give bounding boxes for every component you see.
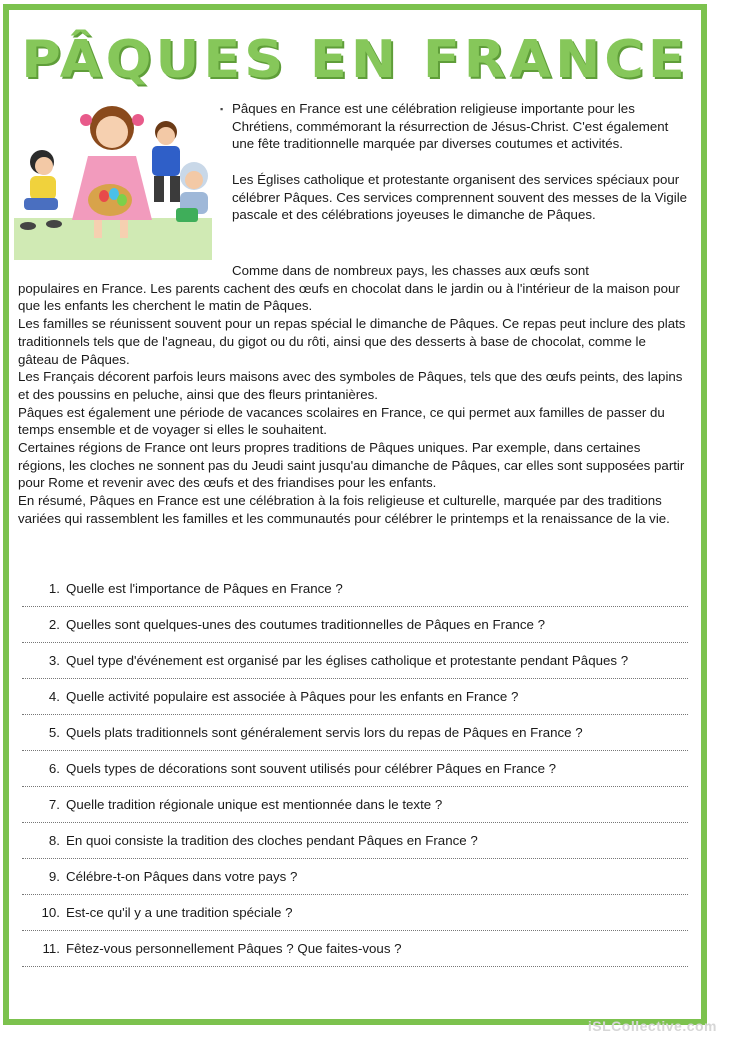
question-text: Célébre-t-on Pâques dans votre pays ? xyxy=(66,869,298,884)
question-item[interactable] xyxy=(22,832,688,859)
question-item[interactable] xyxy=(22,688,688,715)
question-number: 5. xyxy=(48,725,60,740)
question-item[interactable] xyxy=(22,796,688,823)
question-text: En quoi consiste la tradition des cloches pendant Pâques en France ? xyxy=(66,833,478,848)
question-number: 4. xyxy=(48,689,60,704)
body-paragraph-8: En résumé, Pâques en France est une célébration à la fois religieuse et culturelle, marquée par des traditions variées qui rassemblent les familles et les communautés pour célébrer le printemps et la renaissance de la vie. xyxy=(18,493,670,526)
question-item[interactable] xyxy=(22,904,688,931)
question-number: 11. xyxy=(42,941,60,956)
bullet-marker: ▪ xyxy=(220,104,224,114)
question-number: 9. xyxy=(48,869,60,884)
question-item[interactable] xyxy=(22,868,688,895)
intro-paragraph-2: Les Églises catholique et protestante organisent des services spéciaux pour célébrer Pâques. Ces services comprennent souvent des messes de la Vigile pascale et des célébrations joyeuses le dimanche de Pâques. xyxy=(232,171,688,223)
body-paragraph-4: Les familles se réunissent souvent pour un repas spécial le dimanche de Pâques. Ce repas peut inclure des plats traditionnels tels que de l'agneau, du gigot ou du rôti, ainsi que des desserts à base de chocolat, comme le gâteau de Pâques. xyxy=(18,316,686,367)
body-paragraph-3-start: Comme dans de nombreux pays, les chasses aux œufs sont xyxy=(232,263,589,278)
question-text: Quelle tradition régionale unique est mentionnée dans le texte ? xyxy=(66,797,443,812)
question-item[interactable] xyxy=(22,724,688,751)
question-list xyxy=(22,580,688,976)
question-text: Quels plats traditionnels sont généralement servis lors du repas de Pâques en France ? xyxy=(66,725,583,740)
question-text: Fêtez-vous personnellement Pâques ? Que faites-vous ? xyxy=(66,941,402,956)
question-text: Quelle est l'importance de Pâques en France ? xyxy=(66,581,343,596)
question-number: 8. xyxy=(48,833,60,848)
page-title: PÂQUES EN FRANCE xyxy=(21,29,689,90)
question-item[interactable] xyxy=(22,616,688,643)
question-text: Quel type d'événement est organisé par les églises catholique et protestante pendant Pâques ? xyxy=(66,653,629,668)
watermark: iSLCollective.com xyxy=(587,1018,717,1034)
intro-paragraph-1: Pâques en France est une célébration religieuse importante pour les Chrétiens, commémorant la résurrection de Jésus-Christ. C'est également une fête traditionnelle marquée par diverses coutumes et activités. xyxy=(232,101,669,152)
question-number: 6. xyxy=(48,761,60,776)
question-item[interactable] xyxy=(22,760,688,787)
body-paragraph-7: Certaines régions de France ont leurs propres traditions de Pâques uniques. Par exemple, dans certaines régions, les cloches ne sonnent pas du Jeudi saint jusqu'au dimanche de Pâques, car elles sont supposées partir pour Rome et revenir avec des œufs et des friandises pour les enfants. xyxy=(18,440,685,491)
question-text: Quelle activité populaire est associée à Pâques pour les enfants en France ? xyxy=(66,689,519,704)
question-number: 3. xyxy=(48,653,60,668)
question-text: Quelles sont quelques-unes des coutumes traditionnelles de Pâques en France ? xyxy=(66,617,545,632)
body-text xyxy=(18,262,688,528)
question-item[interactable] xyxy=(22,940,688,967)
question-item[interactable] xyxy=(22,652,688,679)
intro-text xyxy=(232,100,692,224)
question-text: Est-ce qu'il y a une tradition spéciale ? xyxy=(66,905,293,920)
question-number: 1. xyxy=(48,581,60,596)
question-number: 10. xyxy=(41,905,60,920)
body-paragraph-3-rest: populaires en France. Les parents cachent des œufs en chocolat dans le jardin ou à l'intérieur de la maison pour que les enfants les cherchent le matin de Pâques. xyxy=(18,280,680,314)
body-paragraph-5: Les Français décorent parfois leurs maisons avec des symboles de Pâques, tels que des œufs peints, des lapins et des poussins en peluche, ainsi que des fleurs printanières. xyxy=(18,369,683,402)
easter-children-illustration xyxy=(14,100,212,260)
question-number: 2. xyxy=(48,617,60,632)
question-text: Quels types de décorations sont souvent utilisés pour célébrer Pâques en France ? xyxy=(66,761,557,776)
question-number: 7. xyxy=(48,797,60,812)
question-item[interactable] xyxy=(22,580,688,607)
body-paragraph-6: Pâques est également une période de vacances scolaires en France, ce qui permet aux familles de passer du temps ensemble et de voyager si elles le souhaitent. xyxy=(18,404,665,438)
